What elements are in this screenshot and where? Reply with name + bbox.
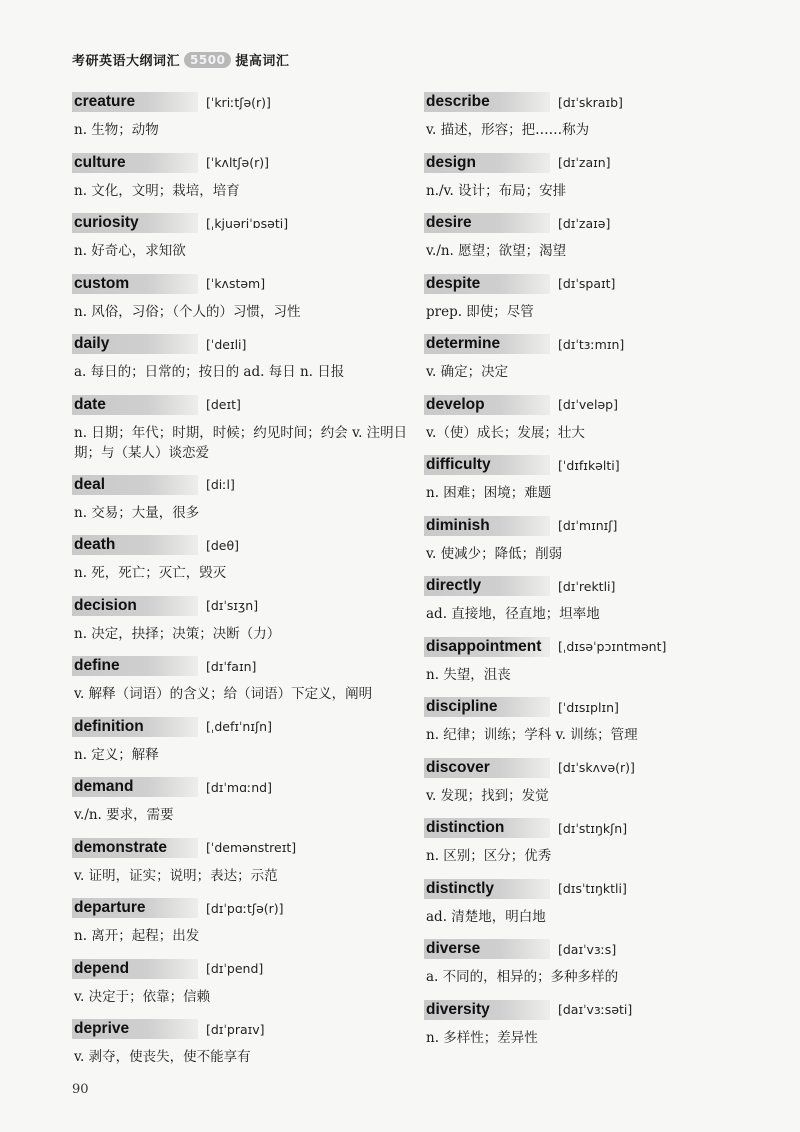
vocab-definition: n. 风俗，习俗；（个人的）习惯，习性 — [74, 303, 301, 320]
vocab-word-row — [72, 715, 412, 739]
vocab-entry — [72, 896, 412, 957]
vocab-entry — [72, 211, 412, 272]
vocab-word-row — [424, 937, 764, 961]
vocab-definition: n. 困难；困境；难题 — [426, 485, 552, 501]
vocab-definition: v./n. 要求，需要 — [74, 807, 174, 823]
vocab-word-row — [424, 877, 764, 901]
vocab-entry — [424, 332, 764, 393]
vocab-entry — [72, 594, 412, 655]
vocab-word: disappointment — [424, 637, 550, 657]
vocab-word-row — [424, 756, 764, 780]
vocab-phonetic: [dɪˈpend] — [206, 961, 264, 976]
vocab-word-row — [72, 654, 412, 678]
vocab-definition: ad. 清楚地，明白地 — [426, 908, 546, 925]
vocab-entry — [424, 514, 764, 575]
vocab-phonetic: [dɪˈmɪnɪʃ] — [558, 518, 618, 533]
vocab-definition: n. 失望，沮丧 — [426, 666, 511, 683]
vocab-phonetic: [dɪˈzaɪə] — [558, 215, 611, 231]
vocab-entry — [72, 775, 412, 836]
vocab-entry — [424, 937, 764, 998]
vocab-word-row — [72, 211, 412, 235]
vocab-phonetic: [dɪˈzaɪn] — [558, 155, 611, 170]
vocab-entry — [424, 574, 764, 635]
vocab-word: distinctly — [424, 879, 550, 899]
vocab-word: despite — [424, 274, 550, 294]
vocab-phonetic: [dɪˈtɜːmɪn] — [558, 336, 625, 352]
vocab-entry — [424, 453, 764, 514]
vocab-phonetic: [dɪˈfaɪn] — [206, 658, 257, 674]
vocab-phonetic: [dɪˈveləp] — [558, 397, 618, 412]
vocab-word: diverse — [424, 939, 550, 959]
vocab-phonetic: [ˌdɪsəˈpɔɪntmənt] — [558, 639, 667, 654]
vocab-phonetic: [dɪˈmɑːnd] — [206, 779, 272, 795]
vocab-word: decision — [72, 596, 198, 616]
vocab-word: daily — [72, 334, 198, 354]
vocab-word-row — [72, 533, 412, 557]
vocab-word: desire — [424, 213, 550, 233]
vocab-word-row — [424, 998, 764, 1022]
vocab-word-row — [424, 90, 764, 114]
vocab-entry — [72, 1017, 412, 1078]
vocab-word: deal — [72, 475, 198, 495]
vocab-definition: n. 死，死亡；灭亡，毁灭 — [74, 565, 227, 581]
vocab-phonetic: [ˈkriːtʃə(r)] — [206, 94, 271, 110]
vocab-word: demonstrate — [72, 838, 198, 858]
vocab-word-row — [72, 90, 412, 114]
vocab-definition: v. 使减少；降低；削弱 — [426, 545, 563, 562]
vocab-entry — [72, 90, 412, 151]
vocab-phonetic: [ˈkʌstəm] — [206, 276, 266, 291]
vocab-definition: n. 文化，文明；栽培，培育 — [74, 182, 240, 199]
vocab-phonetic: [dɪˈsɪʒn] — [206, 598, 259, 613]
header-title: 考研英语大纲词汇 — [72, 54, 181, 69]
vocab-word: discipline — [424, 697, 550, 717]
vocab-phonetic: [ˈdeɪli] — [206, 336, 247, 352]
vocab-word: death — [72, 535, 198, 555]
vocab-definition: v.（使）成长；发展；壮大 — [426, 424, 585, 441]
vocab-phonetic: [dɪˈstɪŋkʃn] — [558, 820, 628, 836]
vocab-word: culture — [72, 153, 198, 173]
vocab-definition: v./n. 愿望；欲望；渴望 — [426, 243, 567, 259]
vocab-word-row — [72, 836, 412, 860]
vocab-word: date — [72, 395, 198, 415]
vocab-entry — [424, 998, 764, 1059]
vocab-word: difficulty — [424, 455, 550, 475]
vocab-entry — [424, 695, 764, 756]
vocab-phonetic: [diːl] — [206, 477, 235, 492]
vocab-phonetic: [dɪsˈtɪŋktli] — [558, 881, 627, 896]
vocab-word-row — [72, 1017, 412, 1041]
vocab-definition: n. 区别；区分；优秀 — [426, 848, 552, 864]
vocab-entry — [424, 90, 764, 151]
vocab-phonetic: [daɪˈvɜːsəti] — [558, 1002, 633, 1017]
vocab-word-row — [424, 272, 764, 296]
vocab-entry — [72, 533, 412, 594]
vocab-definition: ad. 直接地，径直地；坦率地 — [426, 606, 600, 622]
vocab-word: diversity — [424, 1000, 550, 1020]
vocab-word: depend — [72, 959, 198, 979]
vocab-definition: n. 离开；起程；出发 — [74, 928, 200, 944]
vocab-word-row — [72, 151, 412, 175]
vocab-definition: prep. 即使；尽管 — [426, 303, 534, 320]
vocab-word-row — [424, 816, 764, 840]
vocab-definition: v. 描述，形容；把……称为 — [426, 122, 590, 138]
vocab-phonetic: [ˌkjuəriˈɒsəti] — [206, 215, 289, 231]
vocab-phonetic: [ˈdɪfɪkəlti] — [558, 457, 620, 473]
vocab-entry — [424, 635, 764, 696]
vocab-word: distinction — [424, 818, 550, 838]
vocab-phonetic: [daɪˈvɜːs] — [558, 941, 617, 957]
vocab-entry — [72, 272, 412, 333]
vocab-entry — [72, 836, 412, 897]
vocab-word-row — [72, 775, 412, 799]
vocab-word: design — [424, 153, 550, 173]
vocab-word: determine — [424, 334, 550, 354]
vocab-word: deprive — [72, 1019, 198, 1039]
vocab-word: develop — [424, 395, 550, 415]
vocab-definition: n. 好奇心，求知欲 — [74, 243, 186, 259]
vocab-definition: v. 确定；决定 — [426, 364, 509, 380]
left-column — [72, 90, 412, 1078]
vocab-definition: v. 决定于；依靠；信赖 — [74, 988, 211, 1005]
header-badge: 5500 — [184, 52, 231, 68]
vocab-phonetic: [dɪˈskʌvə(r)] — [558, 760, 635, 775]
vocab-phonetic: [ˌdefɪˈnɪʃn] — [206, 719, 272, 734]
vocab-entry — [72, 393, 412, 473]
vocab-phonetic: [ˈdɪsɪplɪn] — [558, 699, 619, 715]
vocab-entry — [424, 816, 764, 877]
vocab-phonetic: [dɪˈrektli] — [558, 578, 616, 594]
vocab-definition: n. 日期；年代；时期，时候；约见时间；约会 v. 注明日期；与（某人）谈恋爱 — [74, 424, 408, 461]
vocab-word: diminish — [424, 516, 550, 536]
vocab-word-row — [424, 453, 764, 477]
vocab-definition: a. 每日的；日常的；按日的 ad. 每日 n. 日报 — [74, 364, 345, 380]
vocab-phonetic: [deɪt] — [206, 397, 241, 412]
header-subtitle: 提高词汇 — [235, 54, 290, 69]
vocab-word-row — [424, 332, 764, 356]
vocab-entry — [72, 715, 412, 776]
vocab-word: demand — [72, 777, 198, 797]
vocab-entry — [424, 877, 764, 938]
vocab-phonetic: [deθ] — [206, 537, 240, 553]
vocab-definition: n. 决定，抉择；决策；决断（力） — [74, 625, 281, 642]
vocab-definition: a. 不同的，相异的；多种多样的 — [426, 969, 619, 985]
page-number: 90 — [72, 1082, 89, 1097]
vocab-word-row — [424, 393, 764, 417]
vocab-entry — [424, 151, 764, 212]
vocab-entry — [424, 211, 764, 272]
vocab-entry — [424, 756, 764, 817]
vocab-definition: n. 定义；解释 — [74, 746, 159, 763]
vocab-word-row — [424, 211, 764, 235]
vocab-word: describe — [424, 92, 550, 112]
vocab-word: curiosity — [72, 213, 198, 233]
vocab-definition: n. 交易；大量，很多 — [74, 504, 200, 521]
vocab-word-row — [72, 473, 412, 497]
vocab-word-row — [72, 896, 412, 920]
vocab-word-row — [424, 574, 764, 598]
vocab-word-row — [424, 635, 764, 659]
vocab-definition: n. 生物；动物 — [74, 122, 159, 138]
vocab-definition: v. 解释（词语）的含义；给（词语）下定义，阐明 — [74, 686, 373, 702]
vocab-definition: v. 发现；找到；发觉 — [426, 787, 549, 804]
vocab-word: definition — [72, 717, 198, 737]
vocab-word: define — [72, 656, 198, 676]
vocab-word: directly — [424, 576, 550, 596]
vocab-entry — [72, 151, 412, 212]
vocab-word-row — [424, 695, 764, 719]
vocab-definition: n./v. 设计；布局；安排 — [426, 182, 567, 199]
vocab-phonetic: [ˈdemənstreɪt] — [206, 840, 297, 855]
vocab-word: departure — [72, 898, 198, 918]
running-header — [72, 50, 289, 69]
vocab-entry — [72, 473, 412, 534]
vocab-entry — [72, 332, 412, 393]
vocab-entry — [424, 272, 764, 333]
vocab-word-row — [72, 332, 412, 356]
vocab-entry — [72, 654, 412, 715]
right-column — [424, 90, 764, 1058]
vocab-phonetic: [dɪˈskraɪb] — [558, 94, 623, 110]
vocab-word-row — [72, 594, 412, 618]
vocab-definition: v. 剥夺，使丧失，使不能享有 — [74, 1049, 251, 1065]
vocab-word-row — [424, 514, 764, 538]
vocab-word-row — [72, 393, 412, 417]
vocab-entry — [72, 957, 412, 1018]
vocab-entry — [424, 393, 764, 454]
vocab-phonetic: [ˈkʌltʃə(r)] — [206, 155, 269, 170]
vocab-word: creature — [72, 92, 198, 112]
vocab-definition: n. 多样性；差异性 — [426, 1029, 538, 1046]
vocab-word-row — [72, 272, 412, 296]
vocab-definition: v. 证明，证实；说明；表达；示范 — [74, 867, 278, 884]
vocab-phonetic: [dɪˈpraɪv] — [206, 1021, 265, 1037]
vocab-word-row — [424, 151, 764, 175]
vocab-word: custom — [72, 274, 198, 294]
vocab-phonetic: [dɪˈspaɪt] — [558, 276, 616, 291]
vocab-phonetic: [dɪˈpɑːtʃə(r)] — [206, 900, 284, 916]
vocab-word: discover — [424, 758, 550, 778]
vocab-definition: n. 纪律；训练；学科 v. 训练；管理 — [426, 727, 638, 743]
vocab-word-row — [72, 957, 412, 981]
